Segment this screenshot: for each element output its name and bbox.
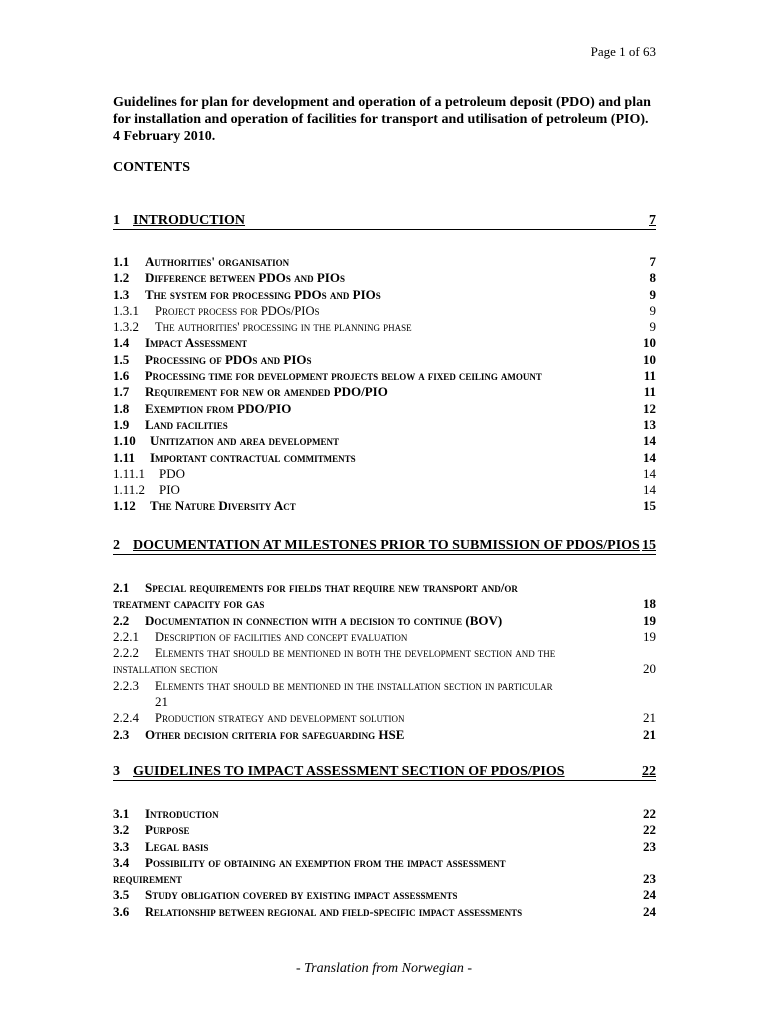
toc-entry[interactable] [113, 287, 656, 303]
entry-title: Processing time for development projects below a fixed ceiling amount [145, 369, 542, 384]
entry-page: 13 [643, 416, 656, 432]
entry-page: 14 [643, 433, 656, 449]
toc-entry[interactable] [113, 839, 656, 855]
toc-entry[interactable] [113, 450, 656, 466]
toc-entry[interactable] [113, 335, 656, 351]
toc-entry[interactable] [113, 384, 656, 400]
entry-number: 2.1 [113, 580, 130, 595]
toc-entry[interactable] [113, 806, 656, 822]
entry-number: 3.6 [113, 903, 130, 919]
entry-title: Important contractual commitments [150, 449, 356, 465]
entry-title-continued: requirement [113, 871, 183, 887]
entry-title: Impact Assessment [145, 335, 248, 351]
entry-title: Purpose [145, 822, 190, 838]
toc-section-3 [113, 806, 656, 920]
toc-entry[interactable] [113, 629, 656, 645]
entry-number: 1.11 [113, 449, 136, 465]
entry-page: 22 [643, 806, 656, 821]
entry-number: 1.7 [113, 384, 130, 400]
entry-title: Requirement for new or amended PDO/PIO [145, 384, 388, 400]
toc-entry[interactable] [113, 822, 656, 838]
toc-section-2 [113, 580, 656, 743]
entry-number: 1.4 [113, 335, 130, 351]
entry-number: 1.3.1 [113, 302, 139, 318]
toc-entry[interactable] [113, 678, 656, 711]
entry-number: 1.9 [113, 416, 130, 432]
entry-number: 3.2 [113, 822, 130, 838]
entry-page: 15 [643, 498, 656, 514]
toc-section-1 [113, 254, 656, 515]
document-title: Guidelines for plan for development and operation of a petroleum deposit (PDO) and plan for installation and operation of facilities for transport and utilisation of petroleum (PIO). 4 February 2010. [113, 95, 651, 144]
chapter-page: 7 [649, 213, 656, 228]
chapter-number: 2 [113, 538, 120, 553]
entry-number: 1.2 [113, 270, 130, 286]
entry-number: 2.2.1 [113, 628, 139, 644]
entry-number: 1.12 [113, 498, 136, 514]
toc-entry[interactable] [113, 904, 656, 920]
chapter-page: 22 [642, 764, 656, 779]
entry-title: The system for processing PDOs and PIOs [145, 286, 381, 302]
entry-page: 8 [649, 270, 656, 286]
chapter-number: 3 [113, 764, 120, 779]
entry-page: 23 [643, 871, 656, 887]
toc-chapter-3 [113, 764, 656, 781]
entry-title: Unitization and area development [150, 433, 339, 449]
entry-title: Relationship between regional and field-specific impact assessments [145, 904, 523, 919]
entry-page: 7 [649, 254, 656, 269]
toc-entry[interactable] [113, 401, 656, 417]
toc-entry[interactable] [113, 887, 656, 903]
entry-page: 18 [643, 596, 656, 612]
entry-title: Land facilities [145, 416, 228, 432]
toc-entry[interactable] [113, 417, 656, 433]
entry-page: 9 [649, 286, 656, 302]
toc-entry[interactable] [113, 319, 656, 335]
toc-chapter-2 [113, 538, 656, 555]
entry-page: 11 [643, 368, 656, 384]
chapter-number: 1 [113, 213, 120, 228]
entry-number: 3.1 [113, 806, 130, 821]
entry-title: Elements that should be mentioned in the installation section in particular [155, 678, 553, 693]
entry-title: Possibility of obtaining an exemption from the impact assessment [145, 854, 506, 870]
chapter-title: DOCUMENTATION AT MILESTONES PRIOR TO SUBMISSION OF PDOS/PIOS [133, 538, 640, 553]
toc-entry[interactable] [113, 482, 656, 498]
contents-heading: CONTENTS [113, 160, 191, 175]
entry-number: 2.2.4 [113, 710, 139, 726]
toc-entry[interactable] [113, 368, 656, 384]
entry-page: 19 [643, 612, 656, 628]
entry-title: Study obligation covered by existing impact assessments [145, 887, 458, 903]
entry-number: 2.2 [113, 612, 130, 628]
entry-title: Description of facilities and concept evaluation [155, 629, 408, 644]
entry-number: 1.1 [113, 254, 130, 269]
toc-entry[interactable] [113, 580, 656, 613]
entry-number: 1.8 [113, 400, 130, 416]
entry-page: 10 [643, 351, 656, 367]
entry-title: Elements that should be mentioned in both the development section and the [155, 646, 556, 661]
entry-number: 3.3 [113, 838, 130, 854]
entry-page: 20 [643, 661, 656, 677]
entry-number: 3.4 [113, 854, 130, 870]
entry-number: 1.5 [113, 351, 130, 367]
entry-page: 22 [643, 822, 656, 838]
entry-title: Other decision criteria for safeguarding HSE [145, 726, 405, 742]
chapter-page: 15 [642, 538, 656, 553]
entry-title: The authorities' processing in the planning phase [155, 320, 412, 335]
entry-title-continued: installation section [113, 662, 218, 677]
chapter-heading[interactable] [113, 213, 656, 230]
entry-number: 1.11.2 [113, 482, 146, 498]
entry-page: 9 [649, 302, 656, 318]
toc-entry[interactable] [113, 303, 656, 319]
entry-title: Project process for PDOs/PIOs [155, 303, 320, 318]
chapter-heading[interactable] [113, 764, 656, 781]
entry-title: Processing of PDOs and PIOs [145, 351, 312, 367]
toc-entry[interactable] [113, 254, 656, 270]
entry-title: Authorities' organisation [145, 254, 290, 269]
entry-number: 1.6 [113, 368, 130, 384]
toc-entry[interactable] [113, 645, 656, 678]
entry-number: 1.11.1 [113, 465, 146, 481]
toc-entry[interactable] [113, 498, 656, 514]
entry-number: 2.2.3 [113, 677, 139, 693]
toc-entry[interactable] [113, 433, 656, 449]
toc-entry[interactable] [113, 466, 656, 482]
entry-page: 11 [643, 384, 656, 400]
page-number: Page 1 of 63 [590, 44, 656, 59]
entry-title: Legal basis [145, 838, 209, 854]
entry-number: 3.5 [113, 887, 130, 903]
entry-number: 1.3 [113, 286, 130, 302]
toc-entry[interactable] [113, 855, 656, 888]
entry-page: 14 [643, 482, 656, 498]
chapter-title: INTRODUCTION [133, 213, 246, 228]
entry-page: 23 [643, 838, 656, 854]
toc-entry[interactable] [113, 270, 656, 286]
entry-title: The Nature Diversity Act [150, 498, 296, 514]
toc-entry[interactable] [113, 727, 656, 743]
entry-title: Documentation in connection with a decision to continue (BOV) [145, 612, 503, 628]
entry-page: 12 [643, 400, 656, 416]
entry-page: 19 [643, 628, 656, 644]
entry-title: Difference between PDOs and PIOs [145, 270, 345, 286]
entry-title: Special requirements for fields that require new transport and/or [145, 580, 518, 595]
entry-title: Production strategy and development solution [155, 711, 405, 726]
page-footer: - Translation from Norwegian - [295, 961, 473, 976]
toc-chapter-1 [113, 213, 656, 230]
entry-page: 10 [643, 335, 656, 351]
toc-entry[interactable] [113, 352, 656, 368]
toc-entry[interactable] [113, 613, 656, 629]
chapter-heading[interactable] [113, 538, 656, 555]
entry-number: 1.3.2 [113, 319, 139, 335]
entry-title: PDO [159, 465, 186, 481]
entry-title: Introduction [145, 806, 219, 821]
entry-page: 14 [643, 465, 656, 481]
toc-entry[interactable] [113, 710, 656, 726]
entry-page: 9 [649, 319, 656, 335]
entry-page: 21 [643, 726, 656, 742]
entry-number: 2.3 [113, 726, 130, 742]
entry-title: Exemption from PDO/PIO [145, 400, 292, 416]
entry-page: 24 [643, 903, 656, 919]
entry-number: 1.10 [113, 433, 136, 449]
entry-number: 2.2.2 [113, 645, 139, 661]
entry-page: 24 [643, 887, 656, 903]
chapter-title: GUIDELINES TO IMPACT ASSESSMENT SECTION OF PDOS/PIOS [133, 764, 565, 779]
entry-page: 21 [643, 710, 656, 726]
entry-title-continued: treatment capacity for gas [113, 596, 265, 612]
entry-page: 21 [155, 694, 168, 710]
entry-page: 14 [643, 449, 656, 465]
entry-title: PIO [159, 482, 180, 498]
